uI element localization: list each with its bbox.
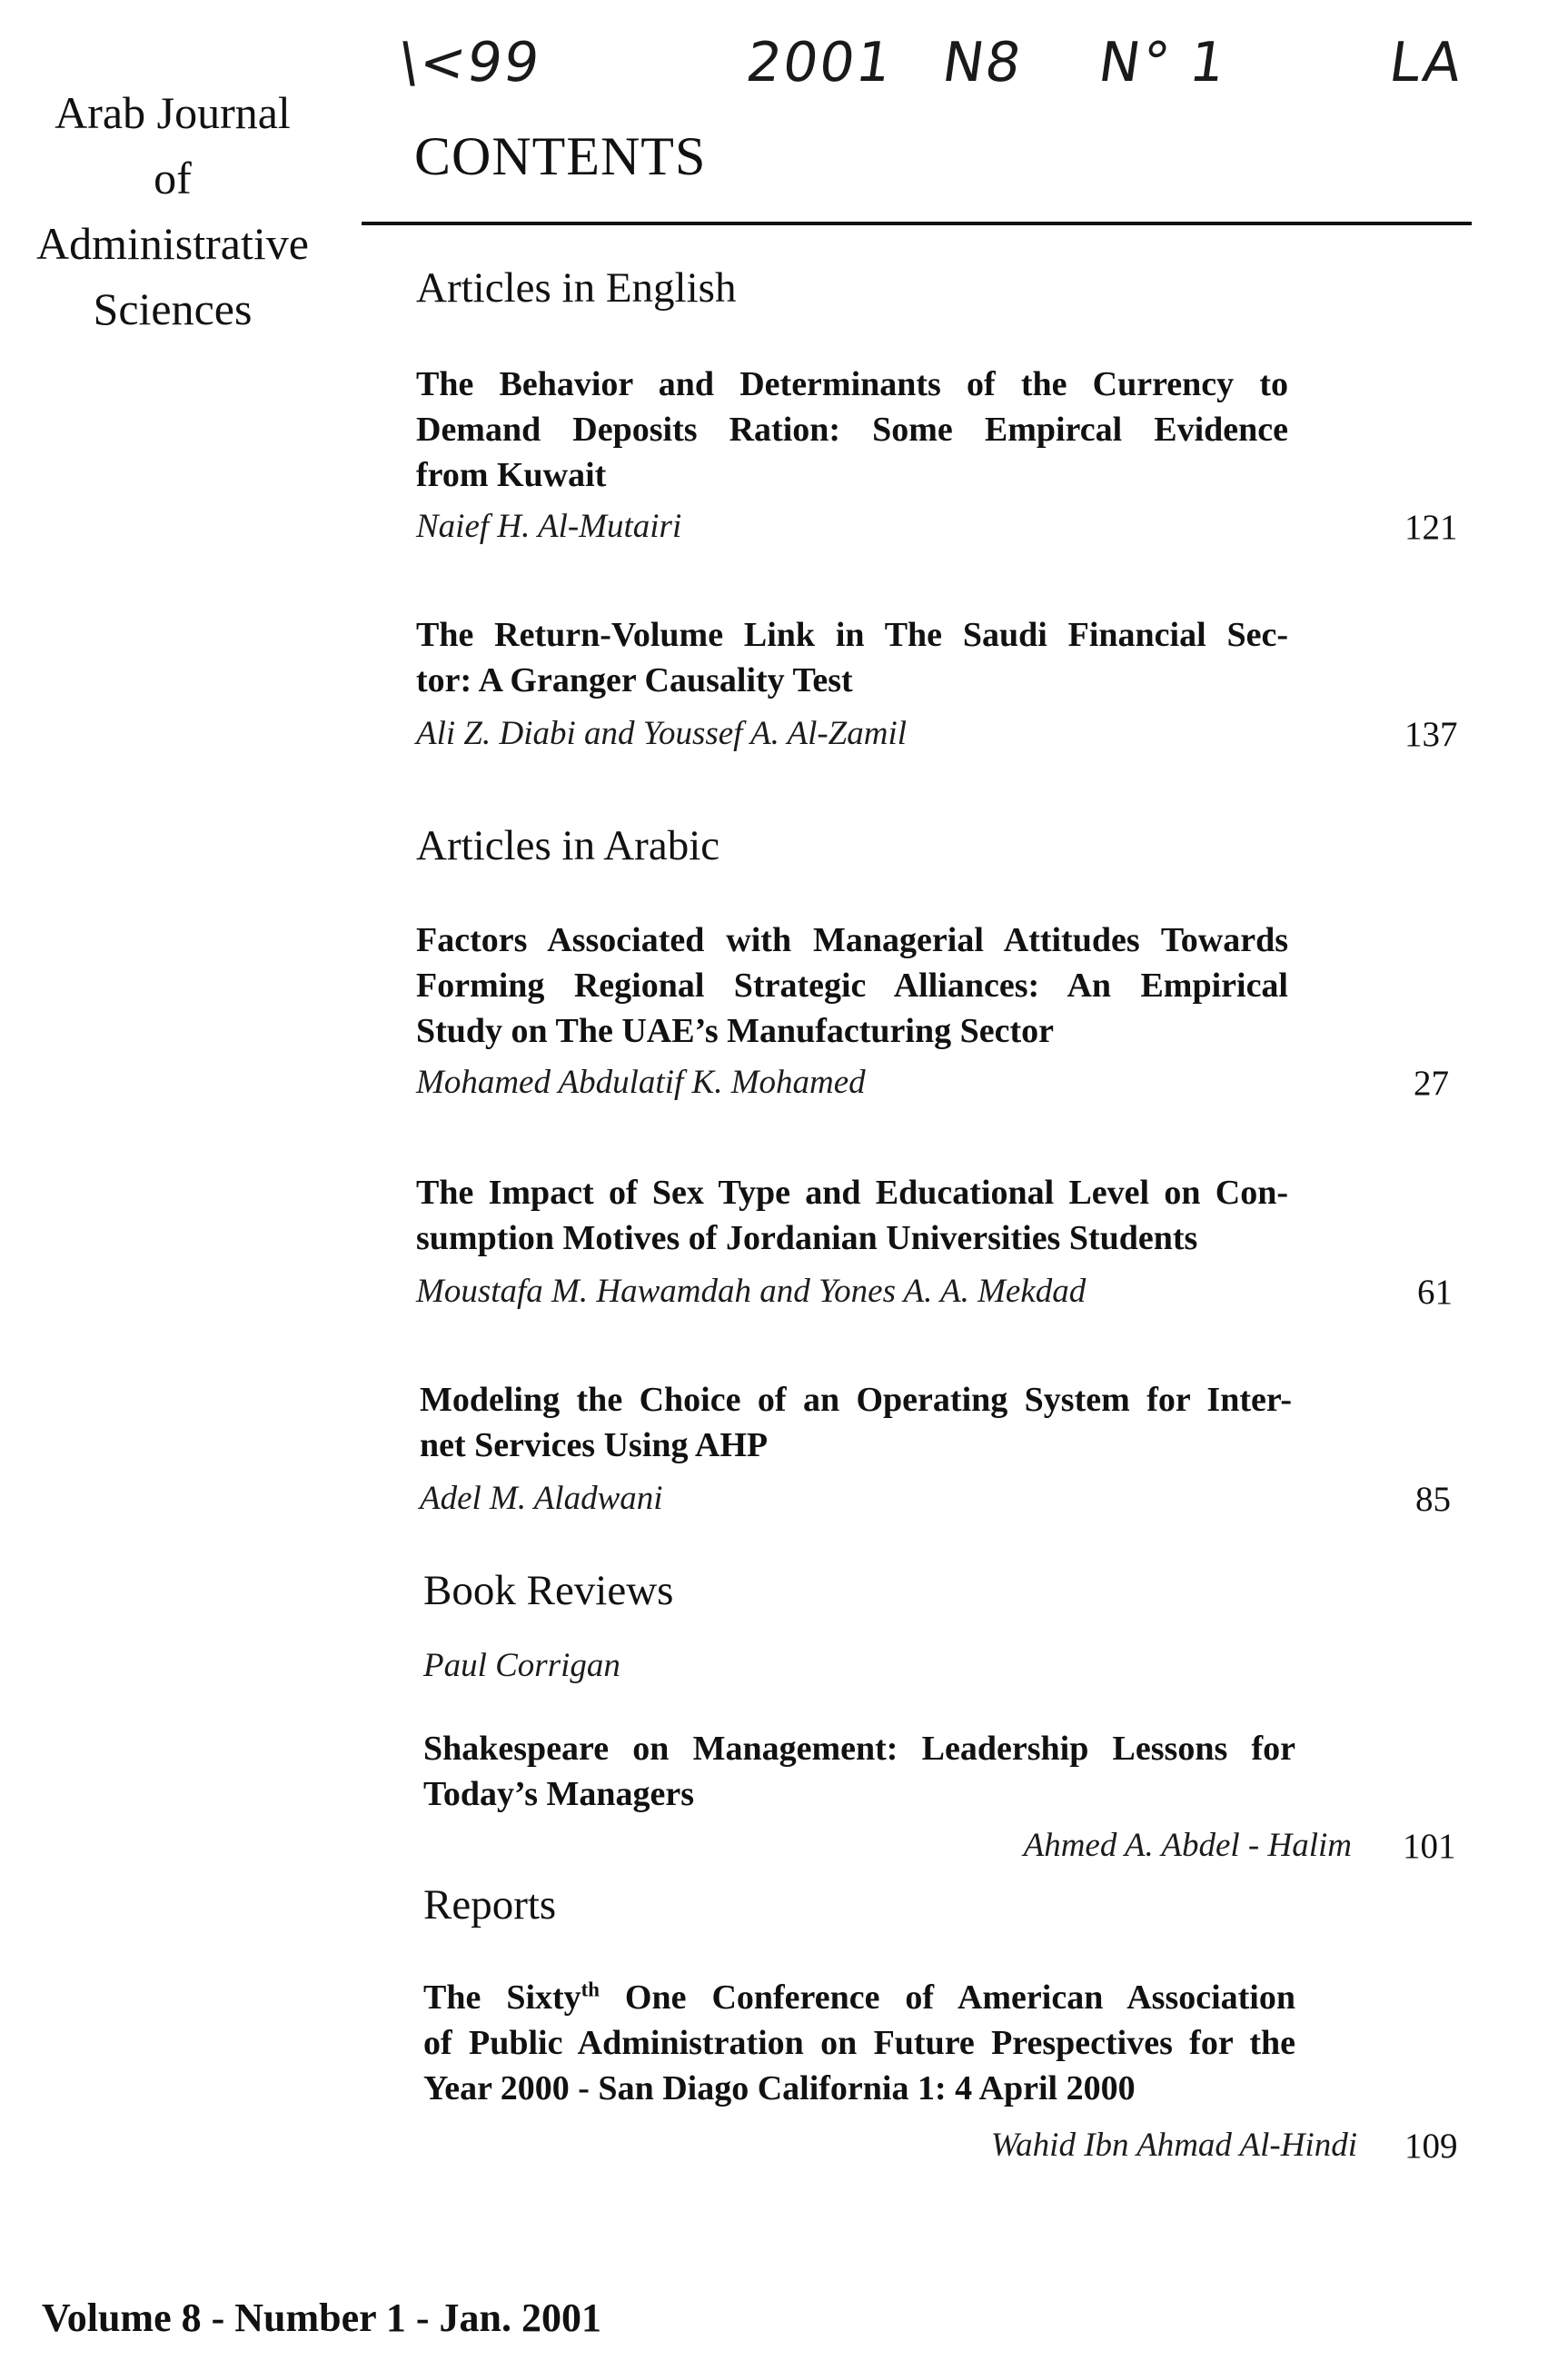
article-title-line: Factors Associated with Managerial Attitudes Towards [416,921,1288,959]
page-number: 109 [1404,2127,1458,2166]
book-title [423,1726,1295,1817]
handwritten-year: 2001 [742,31,898,94]
article-title-line: from Kuwait [416,456,607,494]
page-number: 85 [1415,1480,1451,1519]
article-author: Ali Z. Diabi and Youssef A. Al-Zamil [416,715,908,752]
journal-title [18,80,327,342]
article-title-line: Study on The UAE’s Manufacturing Sector [416,1012,1054,1050]
ordinal-suffix: th [580,1978,600,2001]
page-number: 101 [1403,1827,1456,1866]
page-number: 27 [1414,1064,1449,1103]
article-title-line: net Services Using AHP [420,1426,769,1464]
section-heading-book-reviews: Book Reviews [423,1567,674,1614]
article-title [416,1170,1288,1261]
handwritten-number: N° 1 [1095,31,1232,94]
section-heading-arabic: Articles in Arabic [416,822,720,869]
journal-title-line: Administrative [36,218,309,269]
report-title-text: One Conference of American Association [599,1978,1295,2017]
article-title [416,612,1288,703]
article-title-line: The Impact of Sex Type and Educational Level on Con- [416,1174,1288,1212]
article-author: Naief H. Al-Mutairi [416,508,682,545]
article-title-line: Modeling the Choice of an Operating System for Inter- [420,1381,1292,1419]
report-title-line: of Public Administration on Future Prespectives for the [423,2024,1295,2062]
journal-title-line: Sciences [93,283,253,334]
article-title-line: sumption Motives of Jordanian Universities Students [416,1219,1198,1257]
handwritten-code: LA [1385,31,1467,94]
report-title-line [423,1975,1295,2020]
page-number: 121 [1404,508,1458,547]
volume-footer: Volume 8 - Number 1 - Jan. 2001 [42,2296,602,2340]
article-author: Adel M. Aladwani [420,1480,663,1517]
page-number: 137 [1404,715,1458,754]
book-author: Paul Corrigan [423,1647,620,1684]
heading-divider [362,222,1472,225]
report-author: Wahid Ibn Ahmad Al-Hindi [990,2127,1357,2164]
journal-title-line: of [154,153,192,203]
article-title-line: Demand Deposits Ration: Some Empircal Evidence [416,411,1288,449]
handwritten-issn: \<99 [395,31,545,94]
article-title-line: The Return-Volume Link in The Saudi Financial Sec- [416,616,1288,654]
journal-title-line: Arab Journal [55,87,291,138]
book-title-line: Shakespeare on Management: Leadership Lessons for [423,1730,1295,1768]
article-title [420,1377,1292,1468]
article-author: Moustafa M. Hawamdah and Yones A. A. Mekdad [416,1273,1087,1310]
article-title-line: tor: A Granger Causality Test [416,661,853,699]
book-title-line: Today’s Managers [423,1775,695,1813]
article-title-line: Forming Regional Strategic Alliances: An Empirical [416,967,1288,1005]
section-heading-reports: Reports [423,1881,557,1929]
report-title-text: The Sixty [423,1978,581,2017]
report-title-line: Year 2000 - San Diago California 1: 4 April 2000 [423,2069,1136,2107]
article-author: Mohamed Abdulatif K. Mohamed [416,1064,866,1101]
section-heading-english: Articles in English [416,264,737,312]
report-title [423,1975,1295,2111]
article-title [416,917,1288,1054]
book-reviewer: Ahmed A. Abdel - Halim [1023,1827,1352,1864]
article-title-line: The Behavior and Determinants of the Currency to [416,365,1288,403]
page-number: 61 [1417,1273,1453,1312]
article-title [416,362,1288,498]
handwritten-volume: N8 [938,31,1027,94]
contents-heading: CONTENTS [414,126,707,186]
